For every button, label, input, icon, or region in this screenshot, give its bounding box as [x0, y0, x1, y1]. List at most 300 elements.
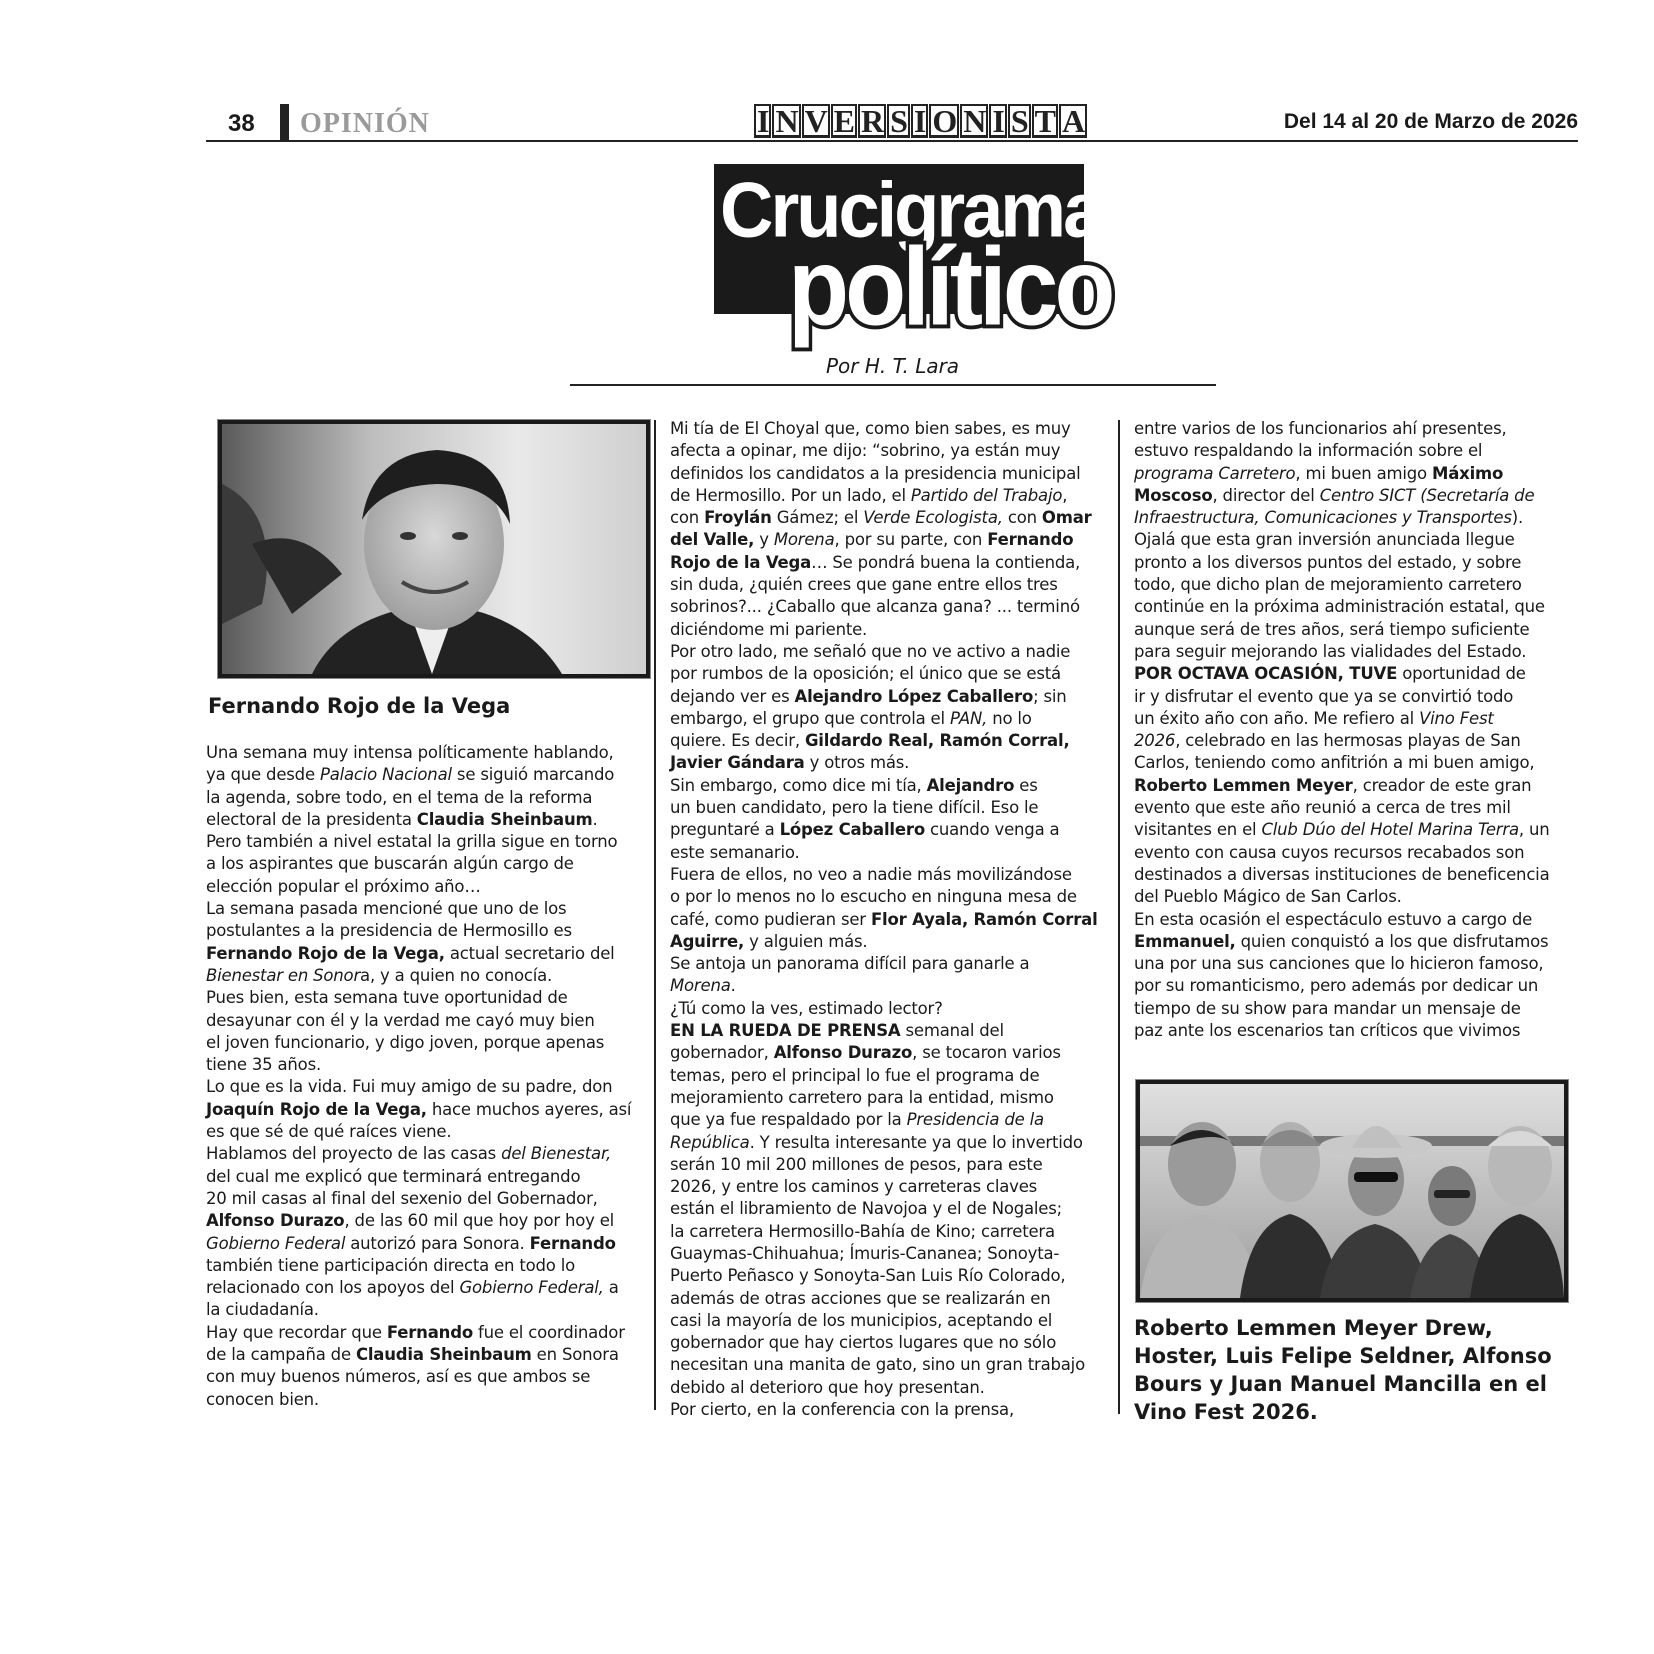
logo-title-line1: Crucigrama	[720, 165, 1102, 254]
body-text: ¿Tú como la ves, estimado lector?	[670, 998, 943, 1018]
text-line	[1134, 953, 1549, 975]
body-text: un éxito año con año. Me refiero al	[1134, 708, 1420, 728]
body-text: ir y disfrutar el evento que ya se convirtió todo	[1134, 686, 1514, 706]
text-line	[670, 909, 1098, 931]
bold-text: Fernando	[529, 1233, 616, 1253]
body-text: no lo	[987, 708, 1032, 728]
text-line	[206, 1322, 631, 1344]
body-text: y	[754, 530, 774, 550]
italic-text: Club Dúo del Hotel Marina Terra	[1261, 820, 1519, 840]
body-text: también tiene participación directa en todo lo	[206, 1255, 575, 1275]
body-text: de Hermosillo. Por un lado, el	[670, 485, 911, 505]
body-text: Gámez; el	[771, 508, 864, 528]
body-text: aunque será de tres años, será tiempo suficiente	[1134, 619, 1530, 639]
body-text: , creador de este gran	[1352, 775, 1532, 795]
group-photo	[1136, 1080, 1568, 1302]
text-line	[206, 943, 631, 965]
text-line	[670, 1065, 1098, 1087]
masthead-letter: N	[960, 104, 988, 138]
body-text: es	[1014, 775, 1038, 795]
body-text: Carlos, teniendo como anfitrión a mi buen amigo,	[1134, 753, 1535, 773]
text-line	[1134, 641, 1549, 663]
body-text: sobrinos?... ¿Caballo que alcanza gana? ... terminó	[670, 597, 1080, 617]
text-line	[1134, 418, 1549, 440]
body-text: Sin embargo, como dice mi tía,	[670, 775, 927, 795]
bold-text: Moscoso	[1134, 485, 1213, 505]
text-line	[670, 529, 1098, 551]
text-line	[206, 1010, 631, 1032]
text-line	[670, 440, 1098, 462]
body-text: fue el coordinador	[472, 1322, 625, 1342]
body-text: se siguió marcando	[451, 765, 615, 785]
body-text: o por lo menos no lo escucho en ninguna mesa de	[670, 887, 1077, 907]
italic-text: Morena	[670, 976, 731, 996]
text-line	[1134, 574, 1549, 596]
body-text: temas, pero el principal lo fue el programa de	[670, 1065, 1040, 1085]
text-line	[1134, 596, 1549, 618]
body-text: Una semana muy intensa políticamente hablando,	[206, 743, 614, 762]
bold-text: Fernando Rojo de la Vega,	[206, 943, 445, 963]
italic-text: Centro SICT (Secretaría de	[1319, 485, 1535, 505]
text-line	[206, 1099, 631, 1121]
text-line	[1134, 819, 1549, 841]
bold-text: Fernando	[987, 530, 1074, 550]
body-text: tiempo de su show para mandar un mensaje de	[1134, 998, 1521, 1018]
text-line	[670, 552, 1098, 574]
body-text: sin duda, ¿quién crees que gane entre ellos tres	[670, 575, 1058, 595]
text-line	[670, 1042, 1098, 1064]
body-text: la agenda, sobre todo, en el tema de la reforma	[206, 787, 593, 807]
text-line	[1134, 552, 1549, 574]
italic-text: Presidencia de la	[906, 1110, 1044, 1130]
text-line	[670, 708, 1098, 730]
text-line	[670, 1198, 1098, 1220]
body-text: , director del	[1212, 485, 1320, 505]
text-line	[670, 686, 1098, 708]
text-line	[670, 1265, 1098, 1287]
text-line	[206, 787, 631, 809]
body-text: conocen bien.	[206, 1389, 319, 1409]
bold-text: Máximo	[1431, 463, 1504, 483]
text-line	[670, 1399, 1098, 1421]
body-text: 2026, y entre los caminos y carreteras claves	[670, 1177, 1038, 1197]
body-text: Pero también a nivel estatal la grilla sigue en torno	[206, 832, 618, 852]
body-text: postulantes a la presidencia de Hermosillo es	[206, 921, 572, 941]
body-text: .	[592, 809, 598, 829]
text-line	[670, 1132, 1098, 1154]
bold-text: López Caballero	[779, 820, 925, 840]
text-line	[1134, 864, 1549, 886]
body-text: embargo, el grupo que controla el	[670, 708, 950, 728]
bold-text: Alfonso Durazo	[773, 1043, 913, 1063]
body-text: . Y resulta interesante ya que lo invertido	[749, 1132, 1083, 1152]
column-rule-1	[654, 420, 656, 1410]
body-text: necesitan una manita de gato, sino un gran trabajo	[670, 1355, 1085, 1375]
body-text: y otros más.	[804, 753, 910, 773]
text-line	[670, 1087, 1098, 1109]
body-text: pronto a los diversos puntos del estado, y sobre	[1134, 552, 1522, 572]
text-line	[670, 596, 1098, 618]
body-text: este semanario.	[670, 842, 800, 862]
body-text: que ya fue respaldado por la	[670, 1110, 907, 1130]
body-text: , un	[1518, 820, 1550, 840]
text-line	[670, 953, 1098, 975]
body-text: en Sonora	[531, 1345, 619, 1365]
body-text: Por cierto, en la conferencia con la prensa,	[670, 1400, 1015, 1420]
italic-text: Morena	[773, 530, 835, 550]
body-text: cuando venga a	[924, 820, 1060, 840]
body-text: es que sé de qué raíces viene.	[206, 1122, 452, 1142]
italic-text: 2026	[1134, 731, 1176, 751]
text-line	[206, 987, 631, 1009]
body-text: el joven funcionario, y digo joven, porque apenas	[206, 1032, 605, 1052]
portrait-caption: Fernando Rojo de la Vega	[208, 694, 511, 718]
body-text: .	[730, 976, 736, 996]
italic-text: Infraestructura, Comunicaciones y Transportes	[1134, 508, 1512, 528]
text-line	[670, 975, 1098, 997]
body-text: debido al deterioro que hoy presentan.	[670, 1377, 985, 1397]
body-text: … Se pondrá buena la contienda,	[811, 552, 1081, 572]
text-line	[670, 463, 1098, 485]
text-line	[206, 1210, 631, 1232]
text-line	[670, 931, 1098, 953]
body-text: hace muchos ayeres, así	[426, 1099, 632, 1119]
text-line	[1134, 797, 1549, 819]
text-line	[1134, 931, 1549, 953]
body-text: de la campaña de	[206, 1345, 356, 1365]
body-text: Por otro lado, me señaló que no ve activo a nadie	[670, 641, 1071, 661]
masthead-letter: I	[911, 104, 928, 138]
body-text: autorizó para Sonora.	[345, 1233, 530, 1253]
body-text: tiene 35 años.	[206, 1055, 322, 1075]
text-line	[670, 663, 1098, 685]
portrait-image	[222, 424, 646, 674]
text-line	[206, 853, 631, 875]
article-column-1	[206, 742, 631, 1411]
text-line	[206, 1344, 631, 1366]
text-line	[670, 998, 1098, 1020]
text-line	[206, 1143, 631, 1165]
bold-text: del Valle,	[670, 530, 755, 550]
text-line	[206, 1032, 631, 1054]
italic-text: Gobierno Federal	[206, 1233, 346, 1253]
author-byline: Por H. T. Lara	[826, 354, 960, 378]
bold-text: Claudia Sheinbaum	[416, 809, 593, 829]
text-line	[670, 864, 1098, 886]
article-column-2	[670, 418, 1098, 1421]
text-line	[206, 1277, 631, 1299]
body-text: estuvo respaldando la información sobre el	[1134, 441, 1483, 461]
text-line	[1134, 909, 1549, 931]
body-text: electoral de la presidenta	[206, 809, 417, 829]
body-text: relacionado con los apoyos del	[206, 1278, 460, 1298]
italic-text: Palacio Nacional	[319, 765, 452, 785]
body-text: Fuera de ellos, no veo a nadie más movilizándose	[670, 864, 1072, 884]
body-text: preguntaré a	[670, 820, 780, 840]
body-text: 20 mil casas al final del sexenio del Gobernador,	[206, 1188, 598, 1208]
body-text: están el libramiento de Navojoa y el de Nogales;	[670, 1199, 1063, 1219]
text-line	[670, 1154, 1098, 1176]
body-text: Hablamos del proyecto de las casas	[206, 1144, 502, 1164]
text-line	[670, 1288, 1098, 1310]
bold-text: Froylán	[704, 508, 772, 528]
text-line	[670, 886, 1098, 908]
bold-text: Omar	[1041, 508, 1092, 528]
italic-text: República	[670, 1132, 750, 1152]
text-line	[1134, 619, 1549, 641]
body-text: actual secretario del	[444, 943, 615, 963]
text-line	[670, 797, 1098, 819]
bold-text: Roberto Lemmen Meyer	[1134, 775, 1353, 795]
text-line	[670, 1243, 1098, 1265]
section-divider-bar	[280, 104, 289, 142]
body-text: y alguien más.	[744, 931, 868, 951]
text-line	[1134, 1020, 1549, 1042]
text-line	[1134, 975, 1549, 997]
group-image	[1140, 1084, 1564, 1298]
column-logo	[714, 164, 1112, 354]
body-text: con	[670, 508, 705, 528]
body-text: ya que desde	[206, 765, 320, 785]
italic-text: Bienestar en Sonor	[206, 965, 361, 985]
body-text: a, y a quien no conocía.	[360, 965, 553, 985]
masthead-letter: V	[802, 104, 830, 138]
text-line	[206, 1389, 631, 1411]
article-column-3	[1134, 418, 1549, 1042]
text-line	[206, 1054, 631, 1076]
masthead-letter: R	[858, 104, 886, 138]
text-line	[206, 764, 631, 786]
masthead-letter: S	[1008, 104, 1031, 138]
bold-text: EN LA RUEDA DE PRENSA	[670, 1021, 901, 1041]
group-photo-caption: Roberto Lemmen Meyer Drew, Hoster, Luis Felipe Seldner, Alfonso Bours y Juan Manuel Mancilla en el Vino Fest 2026.	[1134, 1316, 1552, 1424]
italic-text: Vino Fest	[1419, 708, 1494, 728]
body-text: elección popular el próximo año…	[206, 876, 481, 896]
body-text: dejando ver es	[670, 686, 795, 706]
text-line	[1134, 463, 1549, 485]
text-line	[1134, 529, 1549, 551]
body-text: del Pueblo Mágico de San Carlos.	[1134, 887, 1402, 907]
body-text: con muy buenos números, así es que ambos se	[206, 1367, 591, 1387]
bold-text: Javier Gándara	[670, 753, 805, 773]
text-line	[1134, 663, 1549, 685]
text-line	[206, 809, 631, 831]
text-line	[206, 1299, 631, 1321]
body-text: , de las 60 mil que hoy por hoy el	[344, 1211, 615, 1231]
body-text: destinados a diversas instituciones de beneficencia	[1134, 864, 1550, 884]
bold-text: Flor Ayala, Ramón Corral	[870, 909, 1098, 929]
body-text: quiere. Es decir,	[670, 731, 805, 751]
body-text: además de otras acciones que se realizarán en	[670, 1288, 1051, 1308]
text-line	[206, 898, 631, 920]
body-text: Mi tía de El Choyal que, como bien sabes, es muy	[670, 419, 1071, 438]
body-text: un buen candidato, pero la tiene difícil. Eso le	[670, 798, 1039, 818]
text-line	[206, 876, 631, 898]
text-line	[670, 1109, 1098, 1131]
bold-text: Fernando	[386, 1322, 473, 1342]
bold-text: Alfonso Durazo	[206, 1211, 345, 1231]
text-line	[670, 574, 1098, 596]
body-text: , por su parte, con	[834, 530, 988, 550]
page-header	[206, 104, 1578, 142]
body-text: semanal del	[900, 1021, 1004, 1041]
body-text: En esta ocasión el espectáculo estuvo a cargo de	[1134, 909, 1533, 929]
body-text: visitantes en el	[1134, 820, 1262, 840]
body-text: paz ante los escenarios tan críticos que vivimos	[1134, 1021, 1521, 1041]
body-text: afecta a opinar, me dijo: “sobrino, ya están muy	[670, 441, 1061, 461]
bold-text: POR OCTAVA OCASIÓN, TUVE	[1134, 664, 1398, 684]
text-line	[670, 1176, 1098, 1198]
bold-text: Alejandro	[926, 775, 1015, 795]
body-text: evento que este año reunió a cerca de tres mil	[1134, 798, 1511, 818]
text-line	[670, 641, 1098, 663]
body-text: diciéndome mi pariente.	[670, 619, 868, 639]
body-text: todo, que dicho plan de mejoramiento carretero	[1134, 575, 1522, 595]
body-text: por rumbos de la oposición; el único que se está	[670, 664, 1061, 684]
body-text: mejoramiento carretero para la entidad, mismo	[670, 1087, 1054, 1107]
text-line	[670, 619, 1098, 641]
body-text: para seguir mejorando las vialidades del Estado.	[1134, 641, 1527, 661]
body-text: ; sin	[1033, 686, 1067, 706]
text-line	[670, 418, 1098, 440]
text-line	[670, 1354, 1098, 1376]
text-line	[1134, 842, 1549, 864]
bold-text: Gildardo Real, Ramón Corral,	[804, 731, 1070, 751]
body-text: , se tocaron varios	[912, 1043, 1061, 1063]
body-text: Lo que es la vida. Fui muy amigo de su padre, don	[206, 1077, 613, 1097]
body-text: , mi buen amigo	[1295, 463, 1432, 483]
text-line	[206, 1076, 631, 1098]
body-text: quien conquistó a los que disfrutamos	[1235, 931, 1549, 951]
text-line	[206, 742, 631, 764]
text-line	[1134, 686, 1549, 708]
body-text: por su romanticismo, pero además por dedicar un	[1134, 976, 1539, 996]
body-text: Hay que recordar que	[206, 1322, 387, 1342]
body-text: a los aspirantes que buscarán algún cargo de	[206, 854, 574, 874]
body-text: oportunidad de	[1397, 664, 1526, 684]
italic-text: Gobierno Federal,	[459, 1278, 604, 1298]
bold-text: Claudia Sheinbaum	[355, 1345, 532, 1365]
body-text: Ojalá que esta gran inversión anunciada llegue	[1134, 530, 1515, 550]
text-line	[670, 1332, 1098, 1354]
body-text: ,	[1062, 485, 1068, 505]
body-text: una por una sus canciones que lo hicieron famoso,	[1134, 954, 1544, 974]
portrait-photo	[218, 420, 650, 678]
header-rule	[206, 140, 1578, 142]
body-text: Guaymas-Chihuahua; Ímuris-Cananea; Sonoyta-	[670, 1243, 1060, 1263]
text-line	[670, 842, 1098, 864]
masthead-letter: I	[989, 104, 1006, 138]
italic-text: del Bienestar,	[501, 1144, 612, 1164]
body-text: gobernador,	[670, 1043, 774, 1063]
text-line	[206, 831, 631, 853]
text-line	[206, 1188, 631, 1210]
text-line	[206, 1121, 631, 1143]
body-text: Se antoja un panorama difícil para ganarle a	[670, 954, 1030, 974]
italic-text: PAN,	[949, 708, 988, 728]
text-line	[670, 730, 1098, 752]
text-line	[206, 1166, 631, 1188]
body-text: a	[603, 1278, 619, 1298]
body-text: evento con causa cuyos recursos recabados son	[1134, 842, 1525, 862]
body-text: desayunar con él y la verdad me cayó muy bien	[206, 1010, 595, 1030]
text-line	[206, 1233, 631, 1255]
text-line	[1134, 730, 1549, 752]
text-line	[206, 1366, 631, 1388]
body-text: la carretera Hermosillo-Bahía de Kino; carretera	[670, 1221, 1055, 1241]
bold-text: Rojo de la Vega	[670, 552, 812, 572]
newspaper-masthead	[754, 104, 1087, 138]
body-text: la ciudadanía.	[206, 1300, 319, 1320]
text-line	[1134, 998, 1549, 1020]
text-line	[1134, 886, 1549, 908]
text-line	[670, 775, 1098, 797]
text-line	[1134, 708, 1549, 730]
logo-title-line2: político	[788, 225, 1112, 349]
body-text: , celebrado en las hermosas playas de San	[1175, 731, 1521, 751]
text-line	[670, 485, 1098, 507]
body-text: gobernador que hay ciertos lugares que no sólo	[670, 1333, 1057, 1353]
bold-text: Joaquín Rojo de la Vega,	[206, 1099, 427, 1119]
bold-text: Aguirre,	[670, 931, 745, 951]
section-name: OPINIÓN	[300, 108, 430, 139]
text-line	[1134, 752, 1549, 774]
text-line	[670, 752, 1098, 774]
text-line	[1134, 507, 1549, 529]
italic-text: Partido del Trabajo	[910, 485, 1063, 505]
body-text: continúe en la próxima administración estatal, que	[1134, 597, 1545, 617]
body-text: casi la mayoría de los municipios, aceptando el	[670, 1310, 1053, 1330]
masthead-letter: S	[887, 104, 910, 138]
text-line	[670, 1020, 1098, 1042]
byline-rule	[570, 384, 1216, 386]
page-number: 38	[228, 110, 255, 137]
text-line	[206, 1255, 631, 1277]
text-line	[670, 1310, 1098, 1332]
text-line	[670, 507, 1098, 529]
text-line	[1134, 440, 1549, 462]
body-text: café, como pudieran ser	[670, 909, 871, 929]
masthead-letter: E	[831, 104, 857, 138]
body-text: Puerto Peñasco y Sonoyta-San Luis Río Colorado,	[670, 1266, 1066, 1286]
column-rule-2	[1118, 420, 1120, 1414]
text-line	[206, 920, 631, 942]
text-line	[670, 1377, 1098, 1399]
italic-text: programa Carretero	[1134, 463, 1296, 483]
body-text: ).	[1511, 508, 1524, 528]
text-line	[206, 965, 631, 987]
text-line	[670, 1221, 1098, 1243]
body-text: con	[1002, 508, 1042, 528]
masthead-letter: I	[754, 104, 771, 138]
body-text: La semana pasada mencioné que uno de los	[206, 899, 567, 919]
bold-text: Emmanuel,	[1134, 931, 1236, 951]
body-text: definidos los candidatos a la presidencia municipal	[670, 463, 1081, 483]
body-text: del cual me explicó que terminará entregando	[206, 1166, 581, 1186]
bold-text: Alejandro López Caballero	[794, 686, 1034, 706]
text-line	[1134, 485, 1549, 507]
text-line	[1134, 775, 1549, 797]
masthead-letter: T	[1032, 104, 1058, 138]
masthead-letter: A	[1059, 104, 1087, 138]
issue-date: Del 14 al 20 de Marzo de 2026	[1283, 110, 1578, 133]
italic-text: Verde Ecologista,	[863, 508, 1003, 528]
text-line	[670, 819, 1098, 841]
masthead-letter: O	[929, 104, 959, 138]
body-text: serán 10 mil 200 millones de pesos, para este	[670, 1154, 1043, 1174]
masthead-letter: N	[772, 104, 800, 138]
body-text: entre varios de los funcionarios ahí presentes,	[1134, 419, 1507, 438]
